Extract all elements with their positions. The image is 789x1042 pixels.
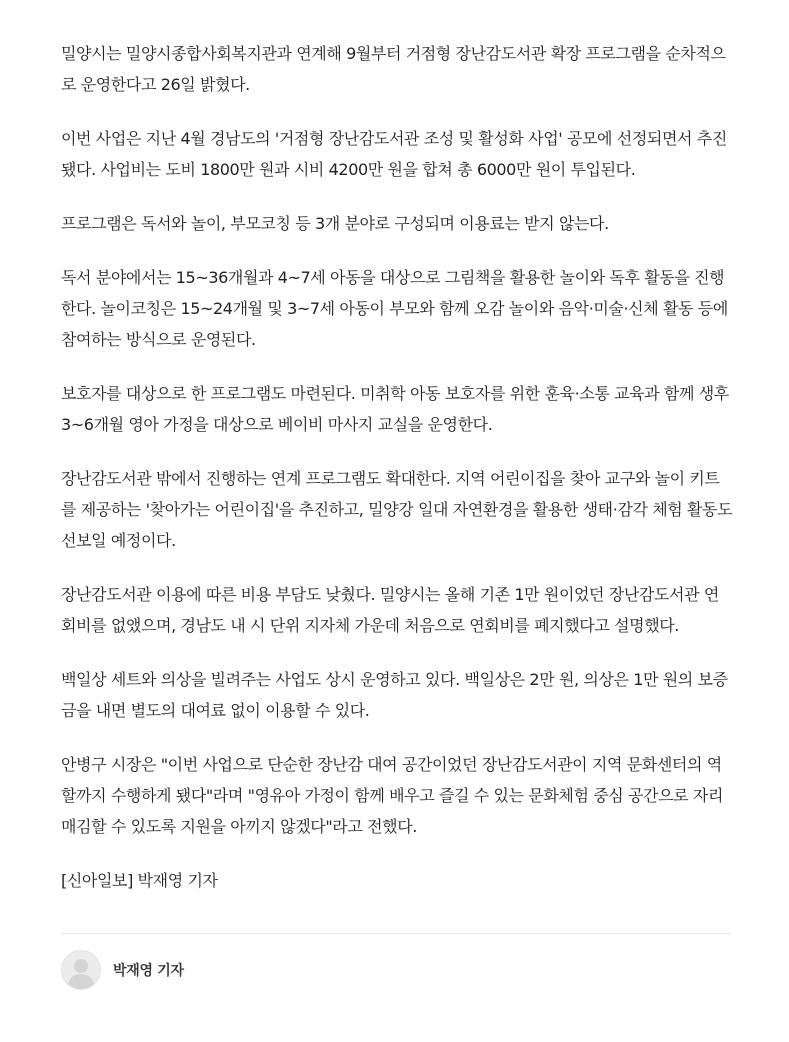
section-divider: [61, 933, 731, 934]
article-paragraph: 이번 사업은 지난 4월 경남도의 '거점형 장난감도서관 조성 및 활성화 사업' 공모에 선정되면서 추진됐다. 사업비는 도비 1800만 원과 시비 4200만 원을 합쳐 총 6000만 원이 투입된다.: [61, 129, 727, 179]
article-paragraph: 백일상 세트와 의상을 빌려주는 사업도 상시 운영하고 있다. 백일상은 2만 원, 의상은 1만 원의 보증금을 내면 별도의 대여료 없이 이용할 수 있다.: [61, 670, 728, 720]
article-paragraph: 독서 분야에서는 15~36개월과 4~7세 아동을 대상으로 그림책을 활용한 놀이와 독후 활동을 진행한다. 놀이코칭은 15~24개월 및 3~7세 아동이 부모와 함께 오감 놀이와 음악·미술·신체 활동 등에 참여하는 방식으로 운영된다.: [61, 268, 728, 349]
article-paragraph: 밀양시는 밀양시종합사회복지관과 연계해 9월부터 거점형 장난감도서관 확장 프로그램을 순차적으로 운영한다고 26일 밝혔다.: [61, 44, 726, 94]
author-avatar[interactable]: [61, 950, 101, 990]
article-paragraph: 안병구 시장은 "이번 사업으로 단순한 장난감 대여 공간이었던 장난감도서관이 지역 문화센터의 역할까지 수행하게 됐다"라며 "영유아 가정이 함께 배우고 즐길 수 있는 문화체험 중심 공간으로 자리매김할 수 있도록 지원을 아끼지 않겠다"라고 전했다.: [61, 755, 724, 836]
article-body: [61, 38, 733, 896]
article-paragraph: 프로그램은 독서와 놀이, 부모코칭 등 3개 분야로 구성되며 이용료는 받지 않는다.: [61, 214, 609, 233]
user-silhouette-icon: [62, 951, 100, 989]
article-paragraph: 장난감도서관 이용에 따른 비용 부담도 낮췄다. 밀양시는 올해 기존 1만 원이었던 장난감도서관 연회비를 없앴으며, 경남도 내 시 단위 지자체 가운데 처음으로 연회비를 폐지했다고 설명했다.: [61, 585, 719, 635]
author-card[interactable]: [61, 950, 184, 990]
article-paragraph: 보호자를 대상으로 한 프로그램도 마련된다. 미취학 아동 보호자를 위한 훈육·소통 교육과 함께 생후 3~6개월 영아 가정을 대상으로 베이비 마사지 교실을 운영한다.: [61, 384, 729, 434]
article-byline: [신아일보] 박재영 기자: [61, 871, 218, 890]
author-name[interactable]: 박재영 기자: [113, 963, 184, 979]
article-paragraph: 장난감도서관 밖에서 진행하는 연계 프로그램도 확대한다. 지역 어린이집을 찾아 교구와 놀이 키트를 제공하는 '찾아가는 어린이집'을 추진하고, 밀양강 일대 자연환경을 활용한 생태·감각 체험 활동도 선보일 예정이다.: [61, 469, 733, 550]
